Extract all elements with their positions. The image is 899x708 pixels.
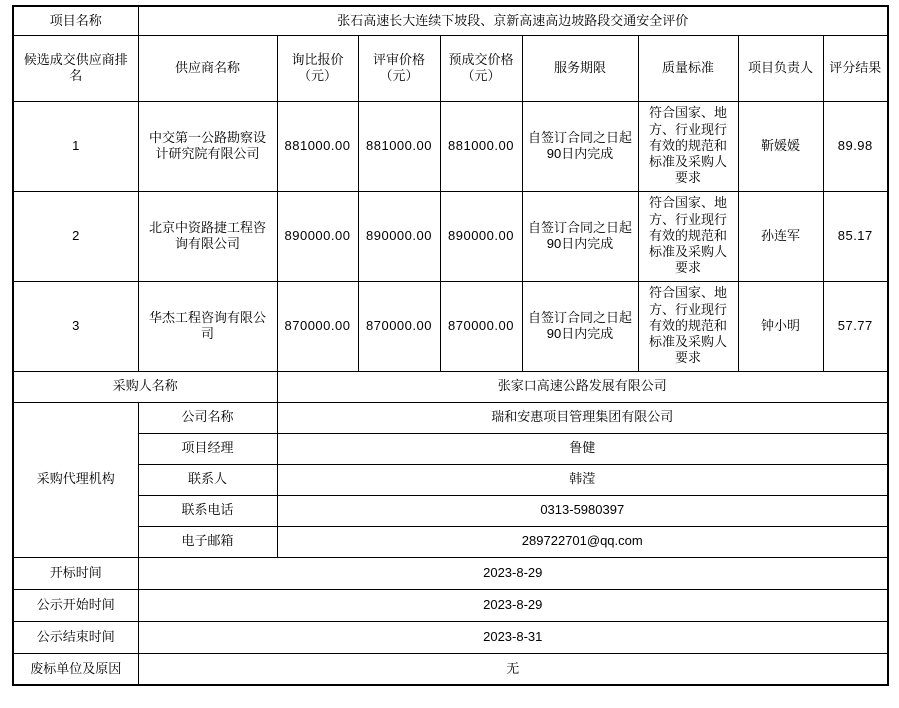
header-candidate-rank: 候选成交供应商排名: [13, 35, 138, 101]
supplier-name: 北京中资路捷工程咨询有限公司: [138, 191, 277, 281]
header-project-leader: 项目负责人: [738, 35, 823, 101]
project-name-row: [13, 6, 888, 35]
publicity-start-label: 公示开始时间: [13, 589, 138, 621]
agency-row: [13, 495, 888, 526]
agency-email-label: 电子邮箱: [138, 526, 277, 557]
project-name-value: 张石高速长大连续下坡段、京新高速高边坡路段交通安全评价: [138, 6, 888, 35]
agency-email-value: 289722701@qq.com: [277, 526, 888, 557]
rejected-bid-value: 无: [138, 653, 888, 685]
publicity-start-row: [13, 589, 888, 621]
publicity-end-row: [13, 621, 888, 653]
supplier-project-leader: 靳媛媛: [738, 101, 823, 191]
agency-manager-value: 鲁健: [277, 433, 888, 464]
rejected-bid-label: 废标单位及原因: [13, 653, 138, 685]
supplier-service-period: 自签订合同之日起90日内完成: [522, 101, 638, 191]
supplier-quality-standard: 符合国家、地方、行业现行有效的规范和标准及采购人要求: [638, 281, 738, 371]
agency-contact-label: 联系人: [138, 464, 277, 495]
supplier-rank: 1: [13, 101, 138, 191]
supplier-score: 57.77: [823, 281, 888, 371]
supplier-rank: 2: [13, 191, 138, 281]
supplier-review-price: 881000.00: [358, 101, 440, 191]
publicity-end-label: 公示结束时间: [13, 621, 138, 653]
agency-row: [13, 526, 888, 557]
purchaser-value: 张家口高速公路发展有限公司: [277, 371, 888, 402]
header-supplier-name: 供应商名称: [138, 35, 277, 101]
bid-open-time-row: [13, 557, 888, 589]
agency-row: [13, 433, 888, 464]
publicity-start-value: 2023-8-29: [138, 589, 888, 621]
header-inquiry-price: 询比报价（元）: [277, 35, 358, 101]
supplier-quality-standard: 符合国家、地方、行业现行有效的规范和标准及采购人要求: [638, 101, 738, 191]
rejected-bid-row: [13, 653, 888, 685]
supplier-score: 85.17: [823, 191, 888, 281]
agency-company-value: 瑞和安惠项目管理集团有限公司: [277, 402, 888, 433]
supplier-rank: 3: [13, 281, 138, 371]
supplier-inquiry-price: 881000.00: [277, 101, 358, 191]
purchaser-label: 采购人名称: [13, 371, 277, 402]
supplier-project-leader: 钟小明: [738, 281, 823, 371]
supplier-name: 中交第一公路勘察设计研究院有限公司: [138, 101, 277, 191]
agency-row: [13, 464, 888, 495]
supplier-service-period: 自签订合同之日起90日内完成: [522, 191, 638, 281]
supplier-row: [13, 191, 888, 281]
header-review-price: 评审价格（元）: [358, 35, 440, 101]
supplier-inquiry-price: 870000.00: [277, 281, 358, 371]
agency-phone-value: 0313-5980397: [277, 495, 888, 526]
project-name-label: 项目名称: [13, 6, 138, 35]
agency-manager-label: 项目经理: [138, 433, 277, 464]
header-quality-standard: 质量标准: [638, 35, 738, 101]
agency-label: 采购代理机构: [13, 402, 138, 557]
supplier-name: 华杰工程咨询有限公司: [138, 281, 277, 371]
supplier-service-period: 自签订合同之日起90日内完成: [522, 281, 638, 371]
header-score: 评分结果: [823, 35, 888, 101]
supplier-quality-standard: 符合国家、地方、行业现行有效的规范和标准及采购人要求: [638, 191, 738, 281]
purchaser-row: [13, 371, 888, 402]
procurement-result-table: [12, 5, 889, 686]
header-service-period: 服务期限: [522, 35, 638, 101]
supplier-project-leader: 孙连军: [738, 191, 823, 281]
publicity-end-value: 2023-8-31: [138, 621, 888, 653]
supplier-row: [13, 281, 888, 371]
table-header-row: [13, 35, 888, 101]
supplier-review-price: 870000.00: [358, 281, 440, 371]
bid-open-time-value: 2023-8-29: [138, 557, 888, 589]
supplier-review-price: 890000.00: [358, 191, 440, 281]
header-pre-deal-price: 预成交价格（元）: [440, 35, 522, 101]
supplier-pre-deal-price: 881000.00: [440, 101, 522, 191]
supplier-pre-deal-price: 870000.00: [440, 281, 522, 371]
agency-contact-value: 韩滢: [277, 464, 888, 495]
agency-row: [13, 402, 888, 433]
agency-company-label: 公司名称: [138, 402, 277, 433]
supplier-inquiry-price: 890000.00: [277, 191, 358, 281]
supplier-row: [13, 101, 888, 191]
supplier-pre-deal-price: 890000.00: [440, 191, 522, 281]
supplier-score: 89.98: [823, 101, 888, 191]
bid-open-time-label: 开标时间: [13, 557, 138, 589]
agency-phone-label: 联系电话: [138, 495, 277, 526]
